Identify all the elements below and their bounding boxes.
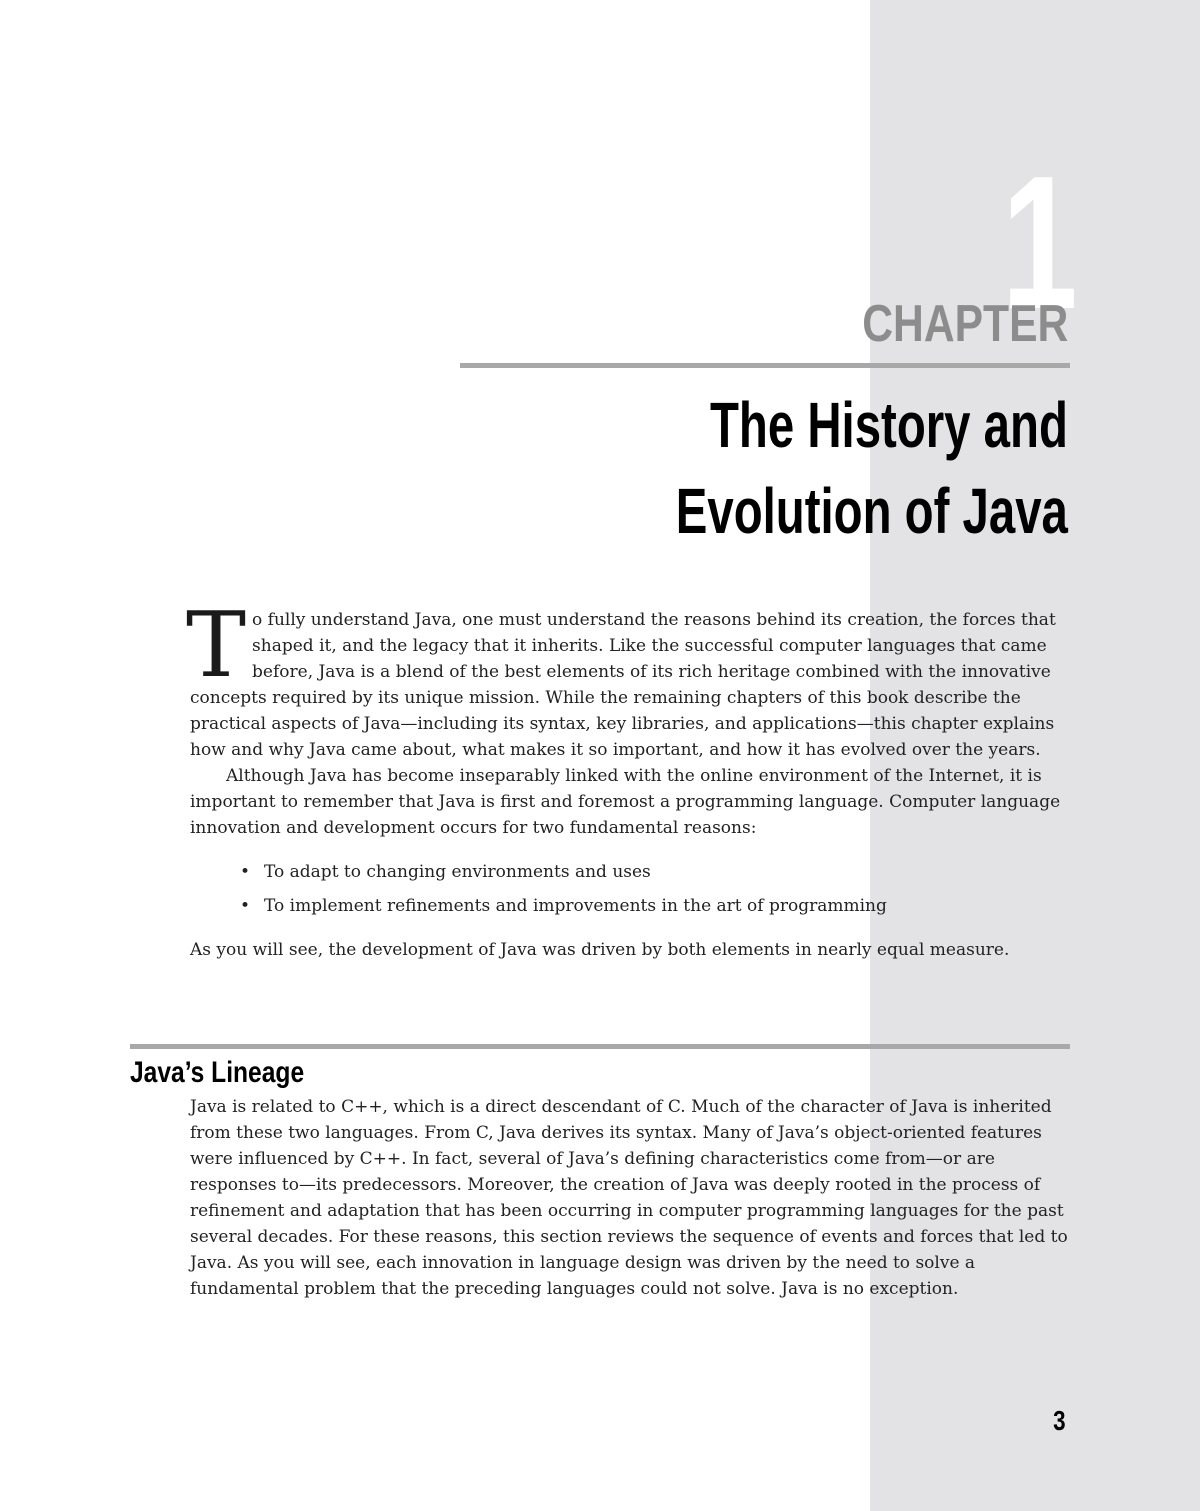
intro-paragraph-2: Although Java has become inseparably linked with the online environment of the Internet, it is important to remember that Java is first and foremost a programming language. Computer language innovation and development occurs for two fundamental reasons:: [190, 766, 1061, 838]
intro-text: [186, 593, 1070, 963]
intro-paragraph-1: [186, 593, 1070, 763]
reasons-list: [190, 855, 1070, 923]
chapter-number: 1: [1001, 137, 1078, 349]
chapter-title: [676, 382, 1068, 554]
list-item: [190, 855, 1070, 889]
chapter-rule: [460, 363, 1070, 368]
intro-paragraph-3: As you will see, the development of Java was driven by both elements in nearly equal measure.: [190, 940, 1010, 960]
section-rule: [130, 1044, 1070, 1049]
list-item-text: To adapt to changing environments and uses: [264, 862, 651, 882]
bullet-icon: •: [240, 862, 251, 882]
chapter-title-line-2: Evolution of Java: [675, 475, 1068, 547]
section-body: [190, 1094, 1070, 1302]
page-number: 3: [1053, 1405, 1066, 1436]
section-paragraph: Java is related to C++, which is a direct descendant of C. Much of the character of Java is inherited from these two languages. From C, Java derives its syntax. Many of Java’s object-oriented features were influenced by C++. In fact, several of Java’s defining characteristics come from—or are responses to—its predecessors. Moreover, the creation of Java was deeply rooted in the process of refinement and adaptation that has been occurring in computer programming languages for the past several decades. For these reasons, this section reviews the sequence of events and forces that led to Java. As you will see, each innovation in language design was driven by the need to solve a fundamental problem that the preceding languages could not solve. Java is no exception.: [190, 1097, 1068, 1299]
chapter-title-line-1: The History and: [710, 389, 1068, 461]
chapter-label: CHAPTER: [861, 295, 1068, 353]
list-item-text: To implement refinements and improvements in the art of programming: [264, 896, 887, 916]
list-item: [190, 889, 1070, 923]
drop-cap: T: [186, 593, 247, 698]
intro-paragraph-1-text: o fully understand Java, one must understand the reasons behind its creation, the forces that shaped it, and the legacy that it inherits. Like the successful computer languages that came before, Java is a blend of the best elements of its rich heritage combined with the innovative concepts required by its unique mission. While the remaining chapters of this book describe the practical aspects of Java—including its syntax, key libraries, and applications—this chapter explains how and why Java came about, what makes it so important, and how it has evolved over the years.: [190, 610, 1056, 760]
bullet-icon: •: [240, 896, 251, 916]
section-heading: Java’s Lineage: [130, 1056, 305, 1089]
